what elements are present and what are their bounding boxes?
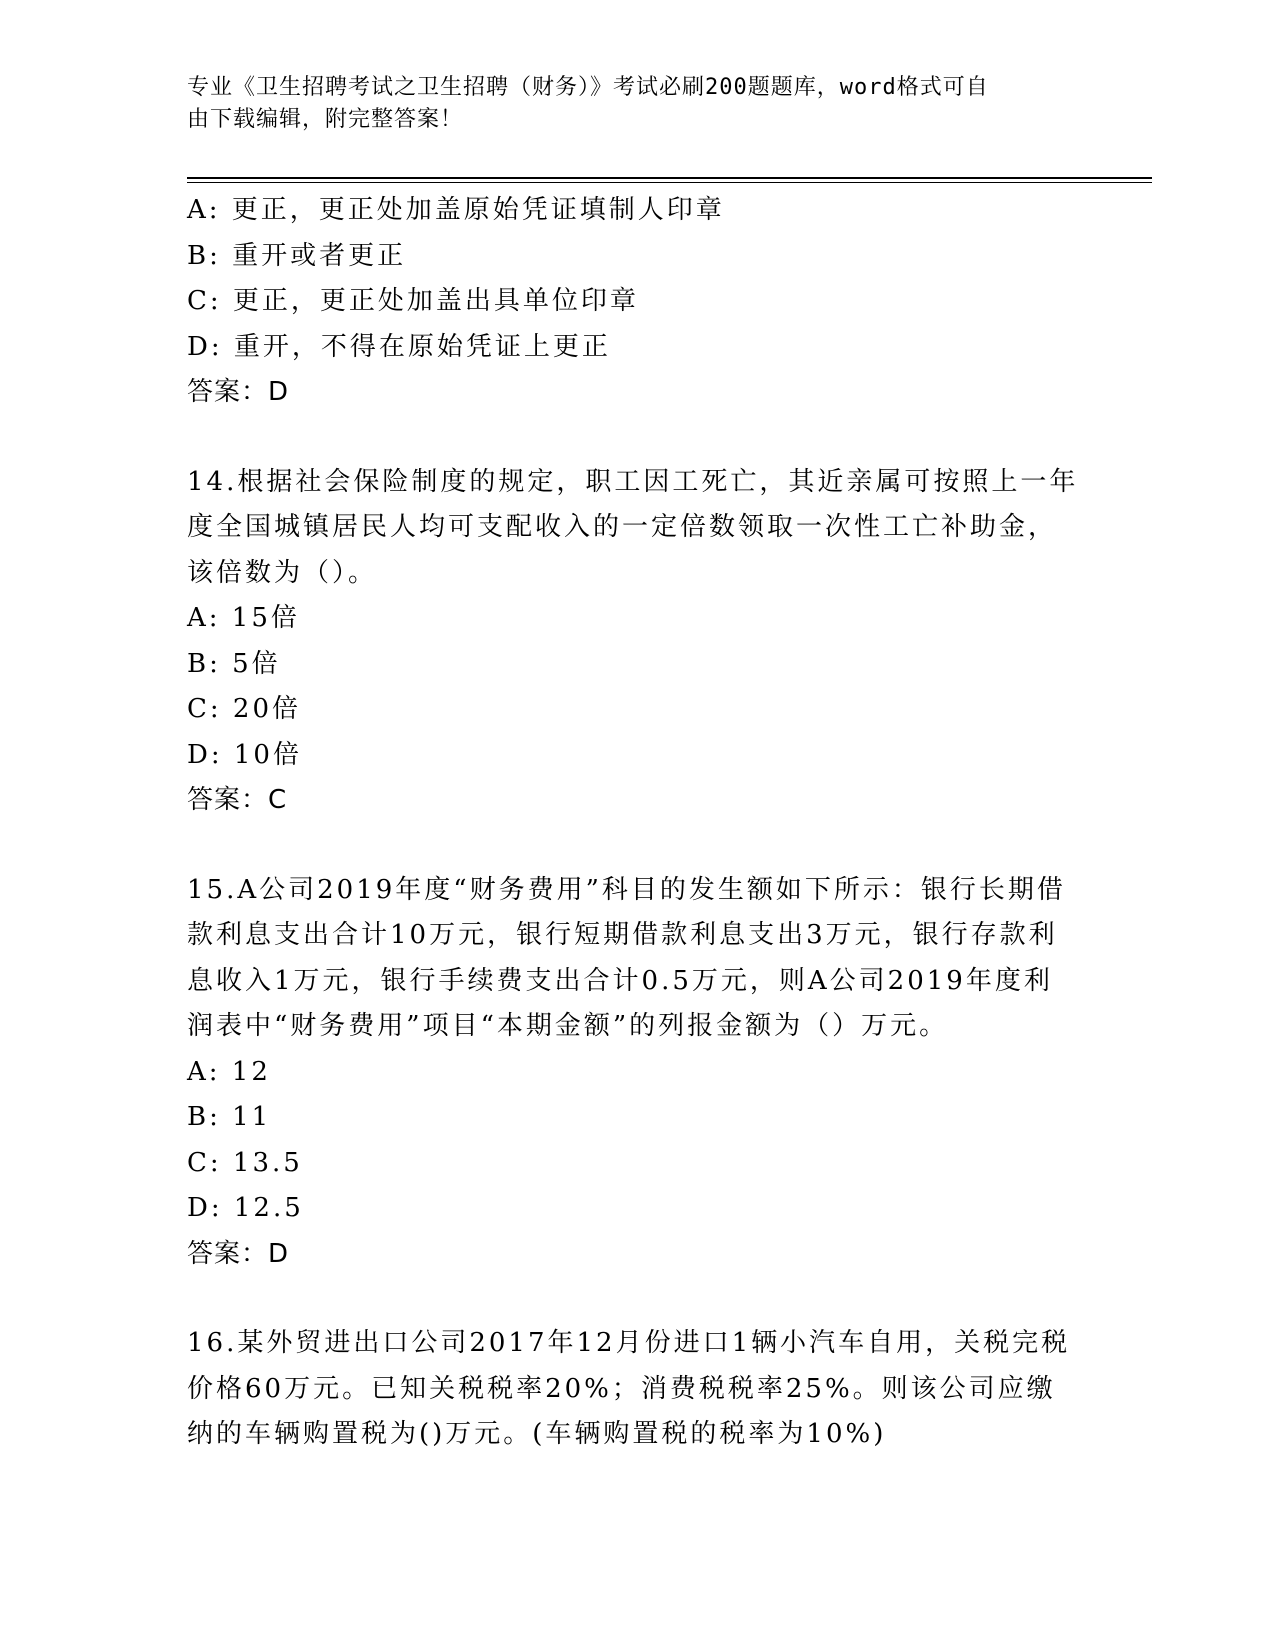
header-rule-thin bbox=[187, 182, 1152, 183]
question-text-line: 价格60万元。已知关税税率20%；消费税税率25%。则该公司应缴 bbox=[187, 1373, 1056, 1404]
question-text-line: 纳的车辆购置税为()万元。(车辆购置税的税率为10%) bbox=[187, 1419, 887, 1449]
question-spacer bbox=[187, 416, 1087, 460]
option-c: C: 20倍 bbox=[187, 694, 302, 724]
option-a: A: 12 bbox=[187, 1056, 271, 1087]
question-13 bbox=[187, 188, 1087, 416]
question-14 bbox=[187, 460, 1087, 824]
question-16 bbox=[187, 1321, 1087, 1458]
option-b: B: 5倍 bbox=[187, 648, 281, 679]
question-spacer bbox=[187, 1277, 1087, 1321]
answer-line: 答案：D bbox=[187, 1238, 290, 1269]
option-d: D: 12.5 bbox=[187, 1193, 304, 1223]
question-15 bbox=[187, 868, 1087, 1278]
option-b: B: 重开或者更正 bbox=[187, 240, 407, 271]
question-text-line: 14.根据社会保险制度的规定，职工因工死亡，其近亲属可按照上一年 bbox=[187, 466, 1079, 497]
header-line-2: 由下载编辑，附完整答案！ bbox=[187, 107, 464, 132]
question-text-line: 该倍数为（）。 bbox=[187, 557, 378, 588]
header-rule-thick bbox=[187, 177, 1152, 179]
question-spacer bbox=[187, 824, 1087, 868]
document-header bbox=[187, 72, 1067, 136]
option-d: D: 10倍 bbox=[187, 739, 302, 770]
question-text-line: 16.某外贸进出口公司2017年12月份进口1辆小汽车自用，关税完税 bbox=[187, 1328, 1071, 1358]
option-b: B: 11 bbox=[187, 1102, 272, 1132]
question-text-line: 润表中“财务费用”项目“本期金额”的列报金额为（）万元。 bbox=[187, 1011, 949, 1041]
option-c: C: 更正，更正处加盖出具单位印章 bbox=[187, 286, 639, 316]
question-text-line: 息收入1万元，银行手续费支出合计0.5万元，则A公司2019年度利 bbox=[187, 965, 1053, 996]
question-text-line: 款利息支出合计10万元，银行短期借款利息支出3万元，银行存款利 bbox=[187, 920, 1058, 950]
answer-line: 答案：D bbox=[187, 377, 290, 407]
header-line-1: 专业《卫生招聘考试之卫生招聘（财务）》考试必刷200题题库，word格式可自 bbox=[187, 75, 989, 100]
answer-line: 答案：C bbox=[187, 785, 288, 815]
option-c: C: 13.5 bbox=[187, 1147, 303, 1178]
document-body bbox=[187, 188, 1087, 1458]
option-a: A: 15倍 bbox=[187, 603, 300, 633]
option-a: A: 更正，更正处加盖原始凭证填制人印章 bbox=[187, 195, 725, 225]
option-d: D: 重开，不得在原始凭证上更正 bbox=[187, 331, 611, 362]
question-text-line: 度全国城镇居民人均可支配收入的一定倍数领取一次性工亡补助金， bbox=[187, 512, 1058, 542]
question-text-line: 15.A公司2019年度“财务费用”科目的发生额如下所示：银行长期借 bbox=[187, 874, 1066, 905]
